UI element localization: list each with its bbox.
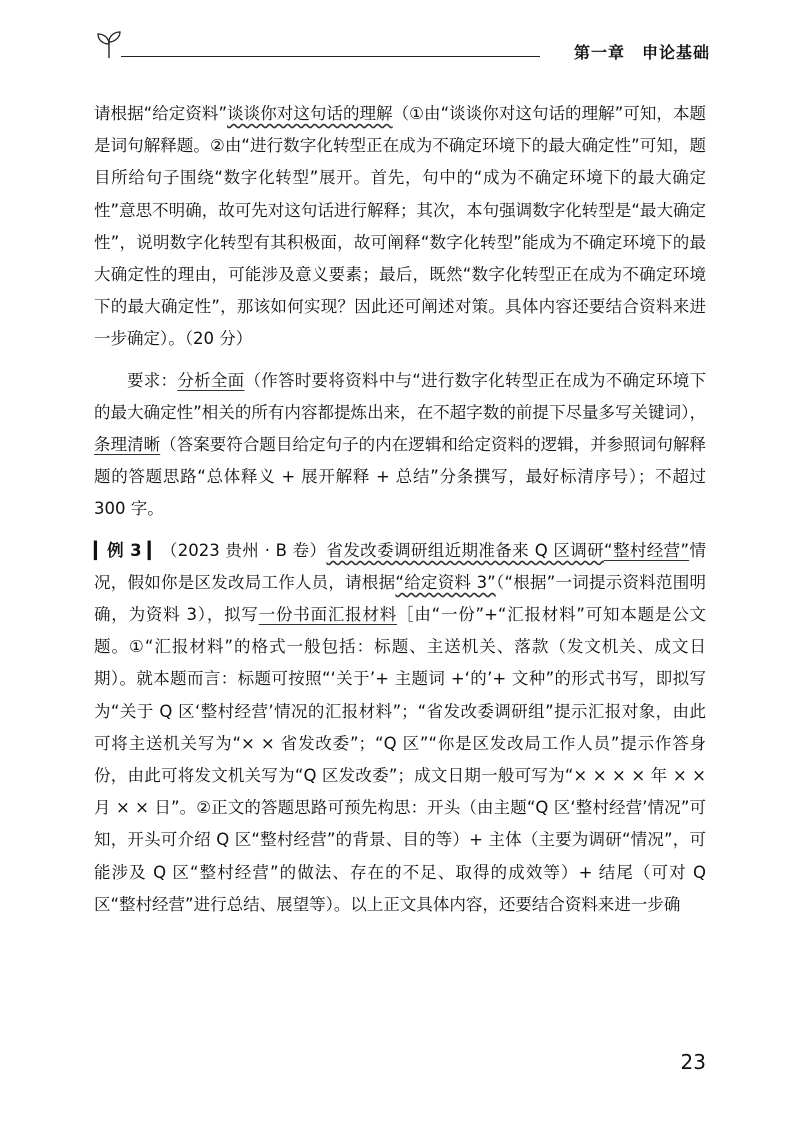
question-paragraph: 请根据“给定资料”谈谈你对这句话的理解（①由“谈谈你对这句话的理解”可知，本题是词句解释题。②由“进行数字化转型正在成为不确定环境下的最大确定性”可知，题目所给句子围绕“数字化转型”展开。首先，句中的“成为不确定环境下的最大确定性”意思不明确，故可先对这句话进行解释；其次，本句强调数字化转型是“最大确定性”，说明数字化转型有其积极面，故可阐释“数字化转型”能成为不确定环境下的最大确定性的理由，可能涉及意义要素；最后，既然“数字化转型正在成为不确定环境下的最大确定性”，那该如何实现？因此还可阐述对策。具体内容还要结合资料来进一步确定）。（20 分） bbox=[94, 104, 707, 349]
requirements-paragraph: 要求：分析全面（作答时要将资料中与“进行数字化转型正在成为不确定环境下的最大确定性”相关的所有内容都提炼出来，在不超字数的前提下尽量多写关键词），条理清晰（答案要符合题目给定句子的内在逻辑和给定资料的逻辑，并参照词句解释题的答题思路“总体释义 + 展开解释 + 总结”分条撰写，最好标清序号）；不超过 300 字。 bbox=[94, 370, 707, 519]
header-rule bbox=[121, 56, 540, 57]
page-body bbox=[94, 98, 706, 921]
example-paragraph: ▎例 3 ▎（2023 贵州 · B 卷）省发改委调研组近期准备来 Q 区调研“整村经营”情况，假如你是区发改局工作人员，请根据“给定资料 3”（“根据”一词提示资料范围明确，为资料 3），拟写一份书面汇报材料［由“一份”+“汇报材料”可知本题是公文题。①“汇报材料”的格式一般包括：标题、主送机关、落款（发文机关、成文日期）。就本题而言：标题可按照“‘关于’+ 主题词 +‘的’+ 文种”的形式书写，即拟写为“关于 Q 区‘整村经营’情况的汇报材料”；“省发改委调研组”提示汇报对象，由此可将主送机关写为“× × 省发改委”；“Q 区”“你是区发改局工作人员”提示作答身份，由此可将发文机关写为“Q 区发改委”；成文日期一般可写为“× × × × 年 × × 月 × × 日”。②正文的答题思路可预先构思：开头（由主题“Q 区‘整村经营’情况”可知，开头可介绍 Q 区“整村经营”的背景、目的等）+ 主体（主要为调研“情况”，可能涉及 Q 区“整村经营”的做法、存在的不足、取得的成效等）+ 结尾（可对 Q 区“整村经营”进行总结、展望等）。以上正文具体内容，还要结合资料来进一步确 bbox=[94, 540, 707, 914]
page-header bbox=[95, 28, 710, 64]
chapter-title: 第一章 申论基础 bbox=[573, 43, 710, 62]
example-marker: ▎例 3 ▎ bbox=[94, 540, 161, 560]
sprout-icon bbox=[95, 28, 123, 60]
page-number: 23 bbox=[680, 1050, 706, 1074]
